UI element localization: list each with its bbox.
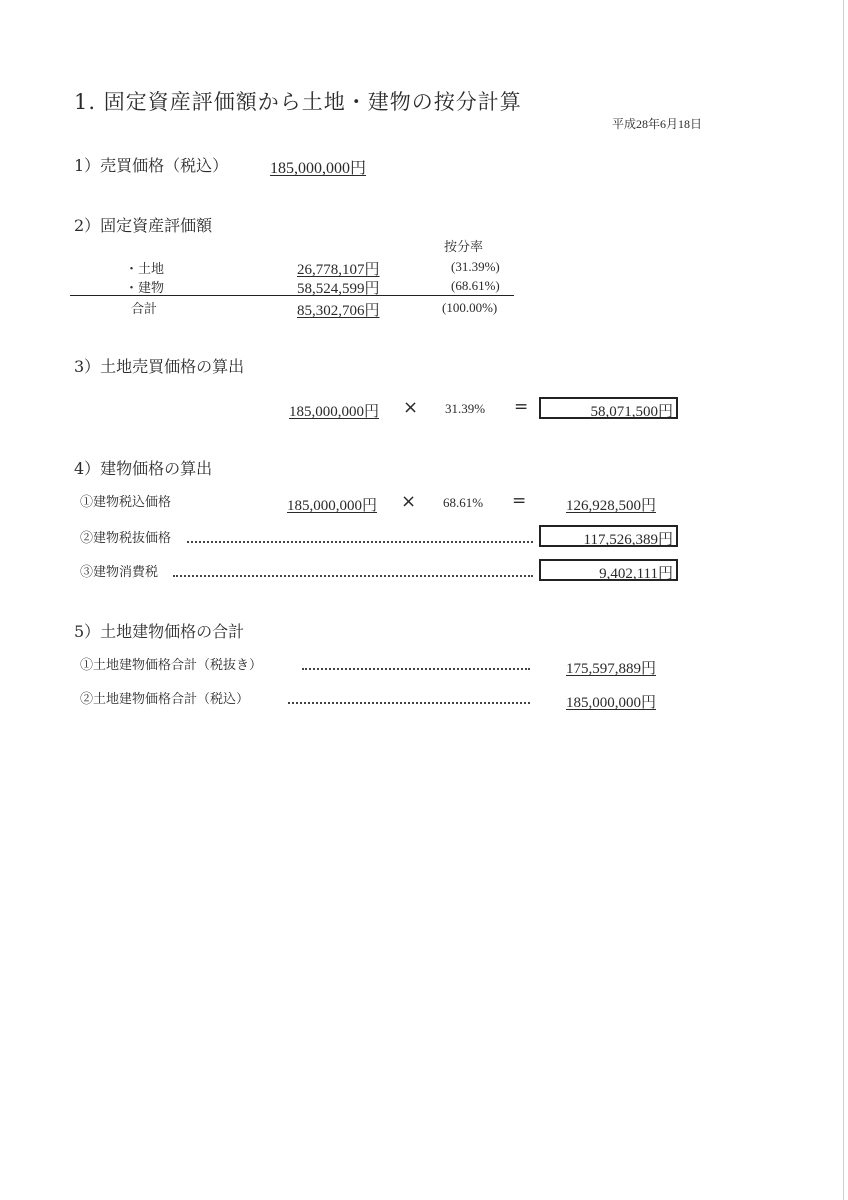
building-calc-times: × bbox=[401, 491, 417, 512]
land-calc-times: × bbox=[403, 397, 419, 418]
ratio-header: 按分率 bbox=[444, 240, 484, 255]
section3-label: 3）土地売買価格の算出 bbox=[74, 357, 245, 376]
sale-price-value: 185,000,000円 bbox=[270, 160, 367, 177]
total-taxexcl-value: 175,597,889円 bbox=[566, 661, 657, 677]
building-assessment-value: 58,524,599円 bbox=[297, 281, 380, 297]
total-rule bbox=[70, 295, 514, 296]
section5-label: 5）土地建物価格の合計 bbox=[74, 622, 245, 641]
leader-dots bbox=[187, 541, 533, 543]
land-sale-price-box bbox=[539, 397, 678, 419]
total-taxincl-value: 185,000,000円 bbox=[566, 695, 657, 711]
building-calc-rate: 68.61% bbox=[443, 495, 484, 510]
total-taxexcl-label: ①土地建物価格合計（税抜き） bbox=[80, 658, 263, 673]
section2-label: 2）固定資産評価額 bbox=[74, 216, 213, 235]
building-ratio: (68.61%) bbox=[451, 278, 500, 293]
page-edge bbox=[843, 0, 844, 1200]
land-assessment-value: 26,778,107円 bbox=[297, 262, 380, 278]
land-calc-base: 185,000,000円 bbox=[289, 404, 380, 420]
total-assessment-value: 85,302,706円 bbox=[297, 303, 380, 319]
building-taxincl-label: ①建物税込価格 bbox=[80, 495, 172, 510]
land-calc-equals: = bbox=[514, 397, 529, 417]
land-sale-price-value: 58,071,500円 bbox=[590, 404, 673, 420]
building-taxincl-value: 126,928,500円 bbox=[566, 498, 657, 514]
building-tax-value: 9,402,111円 bbox=[599, 566, 673, 582]
document-date: 平成28年6月18日 bbox=[612, 117, 703, 131]
building-calc-base: 185,000,000円 bbox=[287, 498, 378, 514]
building-tax-box bbox=[539, 559, 678, 581]
total-label: 合計 bbox=[131, 302, 158, 317]
section1-label: 1）売買価格（税込） bbox=[74, 156, 229, 175]
building-taxexcl-label: ②建物税抜価格 bbox=[80, 531, 172, 546]
building-calc-equals: = bbox=[512, 491, 527, 511]
document-title: 1. 固定資産評価額から土地・建物の按分計算 bbox=[74, 90, 522, 114]
building-taxexcl-box bbox=[539, 525, 678, 547]
section4-label: 4）建物価格の算出 bbox=[74, 459, 213, 478]
building-tax-label: ③建物消費税 bbox=[80, 565, 159, 580]
leader-dots bbox=[173, 575, 533, 577]
total-ratio: (100.00%) bbox=[442, 300, 498, 315]
land-calc-rate: 31.39% bbox=[445, 401, 486, 416]
land-label: ・土地 bbox=[125, 262, 165, 277]
land-ratio: (31.39%) bbox=[451, 259, 500, 274]
leader-dots bbox=[288, 702, 530, 704]
building-label: ・建物 bbox=[125, 281, 165, 296]
leader-dots bbox=[302, 668, 530, 670]
total-taxincl-label: ②土地建物価格合計（税込） bbox=[80, 692, 250, 707]
building-taxexcl-value: 117,526,389円 bbox=[583, 532, 673, 548]
